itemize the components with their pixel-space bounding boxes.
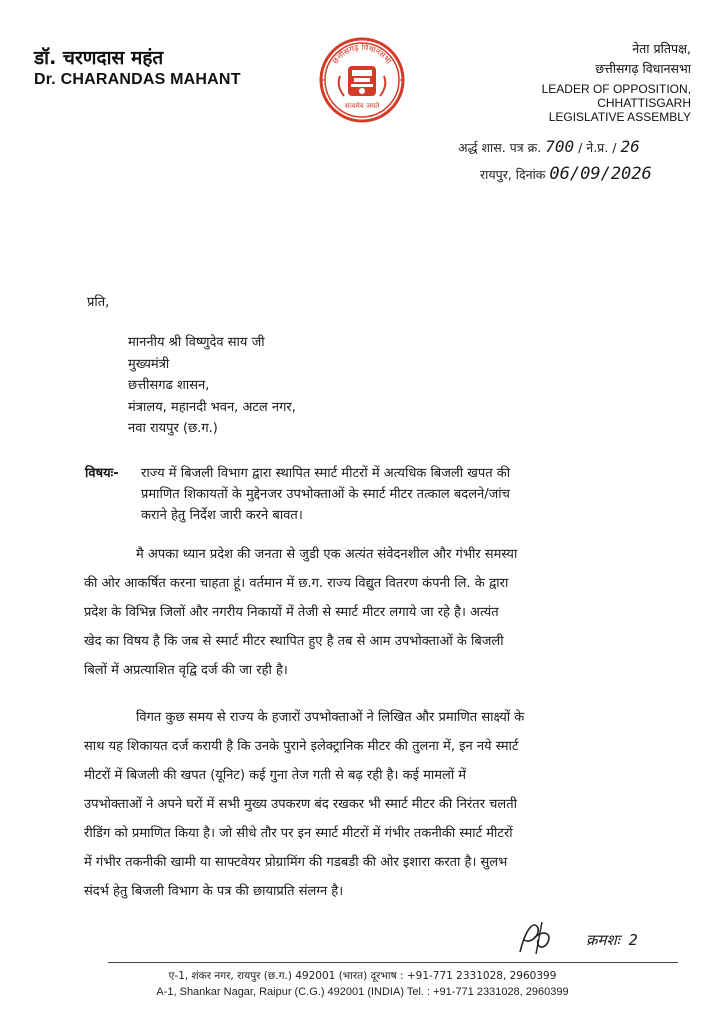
designation-english-3: LEGISLATIVE ASSEMBLY: [548, 110, 691, 124]
body-line: संदर्भ हेतु बिजली विभाग के पत्र की छायाप्रति संलग्न है।: [84, 884, 344, 899]
body-line: प्रदेश के विभिन्न जिलों और नगरीय निकायों में तेजी से स्मार्ट मीटर लगाये जा रहे है। अत्यंत: [84, 605, 499, 620]
designation-english-1: LEADER OF OPPOSITION,: [541, 82, 691, 96]
body-line: में गंभीर तकनीकी खामी या साफ्टवेयर प्रोग्रामिंग की गडबडी की ओर इशारा करता है। सुलभ: [84, 855, 508, 870]
recipient-address: [128, 332, 296, 440]
date-value: 06/09/2026: [549, 164, 652, 184]
letter-no-year: 26: [620, 137, 640, 156]
footer-divider: [108, 962, 678, 963]
date-label: रायपुर, दिनांक: [480, 167, 546, 182]
subject-text: [141, 463, 661, 526]
letter-no-label: अर्द्ध शास. पत्र क्र.: [458, 140, 542, 155]
subject-line: प्रमाणित शिकायतों के मुद्देनजर उपभोक्ताओं के स्मार्ट मीटर तत्काल बदलने/जांच: [141, 487, 510, 502]
body-line: मै अपका ध्यान प्रदेश की जनता से जुडी एक अत्यंत संवेदनशील और गंभीर समस्या: [136, 547, 518, 562]
designation-hindi-1: नेता प्रतिपक्ष,: [632, 41, 691, 56]
svg-text:छत्तीसगढ़ विधानसभा: छत्तीसगढ़ विधानसभा: [330, 42, 394, 66]
letter-no-value: 700: [545, 137, 575, 156]
body-line: की ओर आकर्षित करना चाहता हूं। वर्तमान में छ.ग. राज्य विद्युत वितरण कंपनी लि. के द्वारा: [84, 576, 509, 591]
footer-address-english: A-1, Shankar Nagar, Raipur (C.G.) 492001 (INDIA) Tel. : +91-771 2331028, 2960399: [156, 986, 569, 998]
paragraph-1: [84, 540, 664, 685]
recipient-line: छत्तीसगढ शासन,: [128, 378, 210, 393]
body-line: विगत कुछ समय से राज्य के हजारों उपभोक्ताओं ने लिखित और प्रमाणित साक्ष्यों के: [136, 710, 525, 725]
body-line: साथ यह शिकायत दर्ज करायी है कि उनके पुराने इलेक्ट्रानिक मीटर की तुलना में, इन नये स्मार्ट: [84, 739, 519, 754]
body-line: रीडिंग को प्रमाणित किया है। जो सीधे तौर पर इन स्मार्ट मीटरों में गंभीर तकनीकी स्मार्ट मीटरों: [84, 826, 513, 841]
recipient-line: नवा रायपुर (छ.ग.): [128, 421, 218, 436]
recipient-line: मंत्रालय, महानदी भवन, अटल नगर,: [128, 399, 296, 415]
signature-mark: [512, 918, 562, 958]
letter-date: [480, 164, 652, 184]
continuation-mark: क्रमशः 2: [586, 931, 638, 949]
body-line: खेद का विषय है कि जब से स्मार्ट मीटर स्थापित हुए है तब से आम उपभोक्ताओं के बिजली: [84, 634, 504, 649]
name-hindi: डॉ. चरणदास महंत: [34, 47, 164, 69]
assembly-emblem-icon: [318, 36, 406, 124]
svg-text:सत्यमेव जयते: सत्यमेव जयते: [344, 102, 380, 110]
recipient-line: मुख्यमंत्री: [128, 356, 170, 372]
subject-line: कराने हेतु निर्देश जारी करने बावत।: [141, 508, 303, 523]
body-line: उपभोक्ताओं ने अपने घरों में सभी मुख्य उपकरण बंद रखकर भी स्मार्ट मीटर की निरंतर चलती: [84, 797, 518, 812]
letter-no-mid: / ने.प्र. /: [578, 140, 617, 155]
body-line: बिलों में अप्रत्याशित वृद्वि दर्ज की जा रही है।: [84, 663, 288, 678]
letter-number: [458, 137, 640, 156]
designation-english-2: CHHATTISGARH: [597, 96, 691, 110]
subject-line: राज्य में बिजली विभाग द्वारा स्थापित स्मार्ट मीटरों में अत्यधिक बिजली खपत की: [141, 466, 511, 481]
designation-hindi-2: छत्तीसगढ़ विधानसभा: [595, 61, 691, 76]
name-english: Dr. CHARANDAS MAHANT: [34, 71, 241, 88]
body-line: मीटरों में बिजली की खपत (यूनिट) कई गुना तेज गती से बढ़ रही है। कई मामलों में: [84, 768, 467, 783]
salutation: प्रति,: [87, 295, 110, 310]
footer-address-hindi: ए-1, शंकर नगर, रायपुर (छ.ग.) 492001 (भारत) दूरभाष : +91-771 2331028, 2960399: [168, 970, 557, 982]
recipient-line: माननीय श्री विष्णुदेव साय जी: [128, 335, 265, 350]
paragraph-2: [84, 703, 664, 906]
subject-label: विषयः-: [85, 466, 119, 481]
